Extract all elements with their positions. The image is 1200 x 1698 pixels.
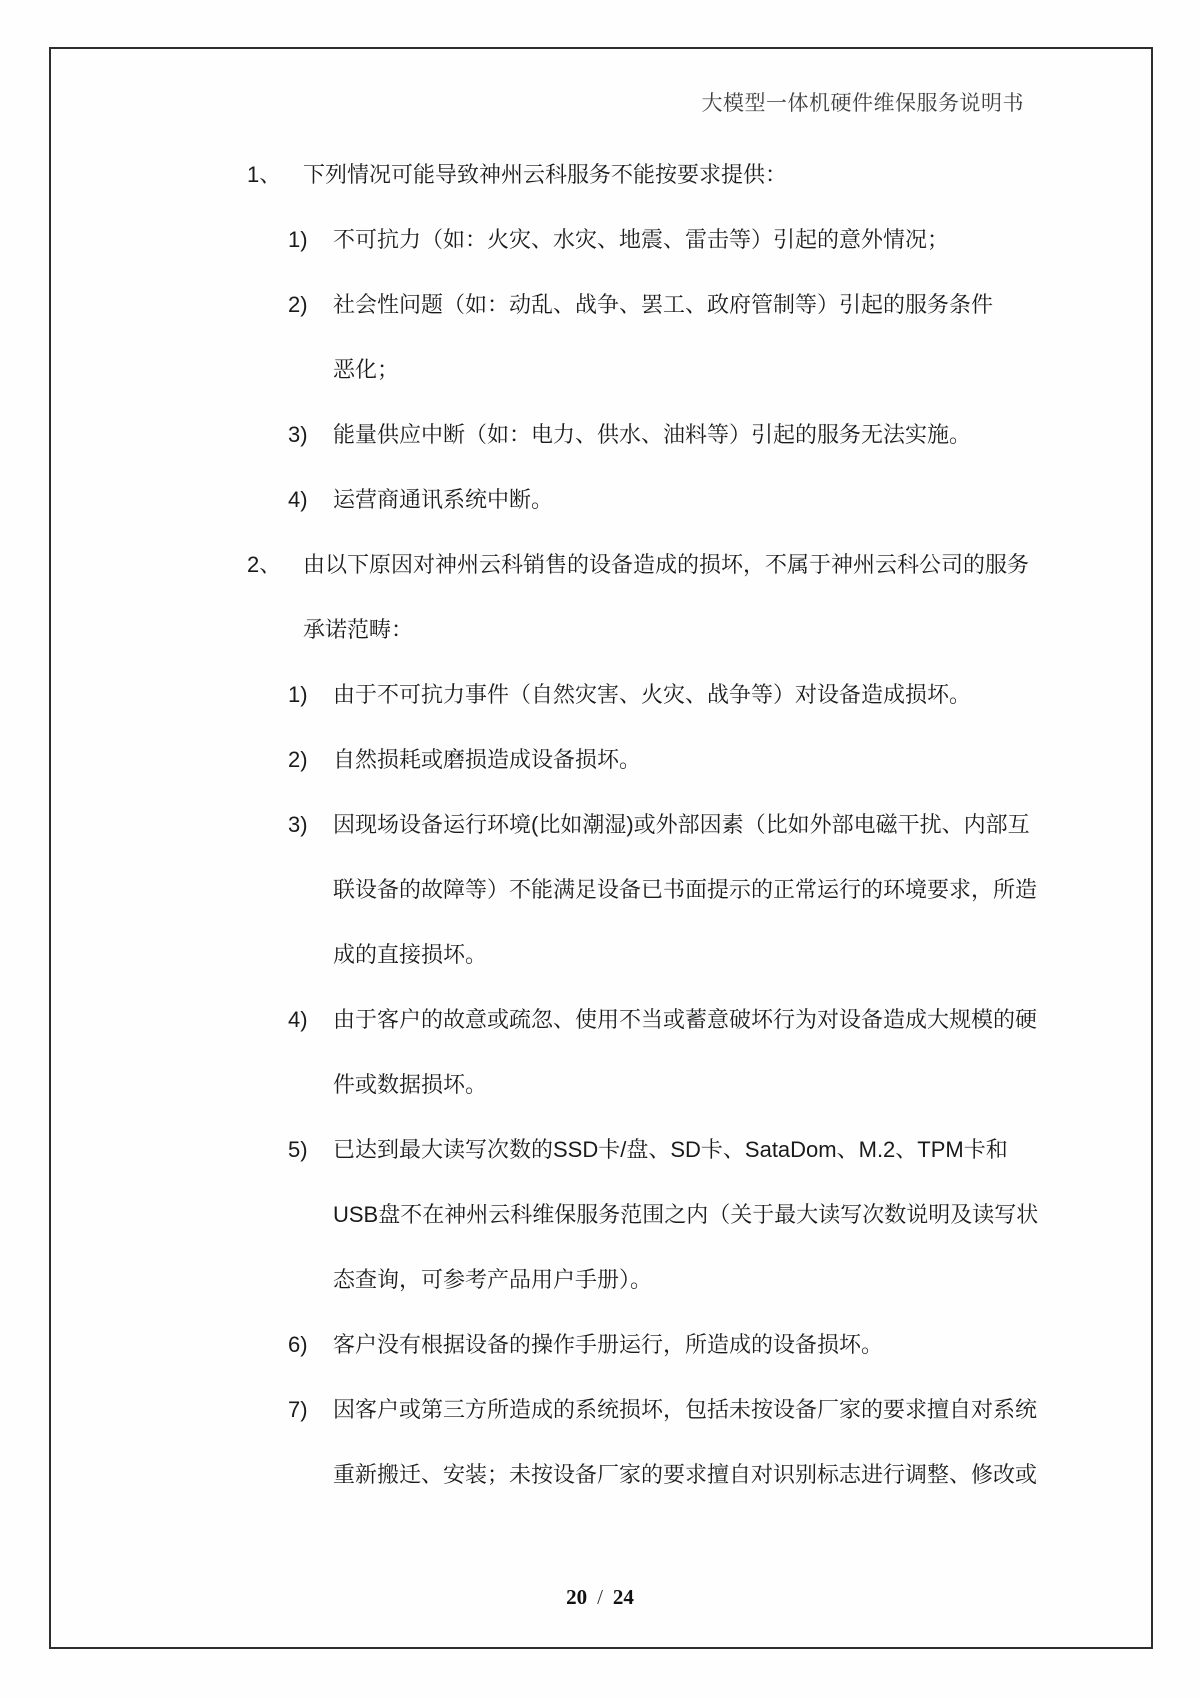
item-text — [333, 1312, 1200, 1377]
text-line: 运营商通讯系统中断。 — [333, 487, 554, 512]
text-line: 因现场设备运行环境(比如潮湿)或外部因素（比如外部电磁干扰、内部互 — [333, 812, 1030, 837]
item-text — [303, 142, 1200, 207]
text-line: 由于客户的故意或疏忽、使用不当或蓄意破坏行为对设备造成大规模的硬 — [333, 1007, 1038, 1032]
text-line: 不可抗力（如：火灾、水灾、地震、雷击等）引起的意外情况； — [333, 227, 950, 252]
list-item-number: 1) — [288, 227, 308, 252]
item-text — [333, 792, 1200, 987]
item-text — [333, 1117, 1200, 1312]
list-item-number: 4) — [288, 1007, 308, 1032]
list-item — [0, 467, 1200, 532]
text-line: 承诺范畴： — [303, 617, 414, 642]
text-line: 因客户或第三方所造成的系统损坏，包括未按设备厂家的要求擅自对系统 — [333, 1397, 1038, 1422]
text-line: 联设备的故障等）不能满足设备已书面提示的正常运行的环境要求，所造 — [333, 877, 1038, 902]
list-item-number: 4) — [288, 487, 308, 512]
text-line: 重新搬迁、安装；未按设备厂家的要求擅自对识别标志进行调整、修改或 — [333, 1462, 1038, 1487]
item-text — [333, 1377, 1200, 1507]
text-line: 件或数据损坏。 — [333, 1072, 488, 1097]
list-item — [0, 987, 1200, 1117]
item-text — [333, 272, 1200, 402]
list-item-number: 2) — [288, 747, 308, 772]
list-item-number: 7) — [288, 1397, 308, 1422]
section-number: 2、 — [247, 552, 282, 577]
text-line: 成的直接损坏。 — [333, 942, 488, 967]
list-item — [0, 272, 1200, 402]
text-line: 社会性问题（如：动乱、战争、罢工、政府管制等）引起的服务条件 — [333, 292, 994, 317]
text-line: 恶化； — [333, 357, 400, 382]
item-text — [333, 467, 1200, 532]
list-item-number: 3) — [288, 422, 308, 447]
list-item-number: 6) — [288, 1332, 308, 1357]
item-text — [333, 207, 1200, 272]
list-item — [0, 662, 1200, 727]
section-number: 1、 — [247, 162, 282, 187]
item-text — [333, 727, 1200, 792]
item-text — [333, 987, 1200, 1117]
list-item — [0, 207, 1200, 272]
text-line: 由于不可抗力事件（自然灾害、火灾、战争等）对设备造成损坏。 — [333, 682, 972, 707]
list-item-number: 2) — [288, 292, 308, 317]
text-line: 态查询，可参考产品用户手册）。 — [333, 1267, 653, 1292]
text-line: 客户没有根据设备的操作手册运行，所造成的设备损坏。 — [333, 1332, 884, 1357]
item-text — [333, 402, 1200, 467]
page-number-separator: / — [597, 1585, 603, 1609]
list-item — [0, 1312, 1200, 1377]
item-text — [333, 662, 1200, 727]
list-item — [0, 402, 1200, 467]
text-line: 自然损耗或磨损造成设备损坏。 — [333, 747, 642, 772]
text-line: 已达到最大读写次数的SSD卡/盘、SD卡、SataDom、M.2、TPM卡和 — [333, 1137, 1008, 1162]
list-item — [0, 1377, 1200, 1507]
text-line: 由以下原因对神州云科销售的设备造成的损坏，不属于神州云科公司的服务 — [303, 552, 1030, 577]
section-heading — [0, 532, 1200, 662]
list-item — [0, 1117, 1200, 1312]
page-number-total: 24 — [612, 1585, 634, 1609]
document-title: 大模型一体机硬件维保服务说明书 — [701, 91, 1024, 115]
list-item-number: 3) — [288, 812, 308, 837]
text-line: 下列情况可能导致神州云科服务不能按要求提供： — [303, 162, 788, 187]
text-line: USB盘不在神州云科维保服务范围之内（关于最大读写次数说明及读写状 — [333, 1202, 1039, 1227]
list-item-number: 5) — [288, 1137, 308, 1162]
list-item — [0, 792, 1200, 987]
page-footer — [0, 1582, 1200, 1612]
text-line: 能量供应中断（如：电力、供水、油料等）引起的服务无法实施。 — [333, 422, 972, 447]
page-header — [702, 87, 1025, 117]
section-heading — [0, 142, 1200, 207]
document-body — [0, 142, 1200, 1507]
page-number-current: 20 — [566, 1585, 588, 1609]
list-item — [0, 727, 1200, 792]
item-text — [303, 532, 1200, 662]
list-item-number: 1) — [288, 682, 308, 707]
